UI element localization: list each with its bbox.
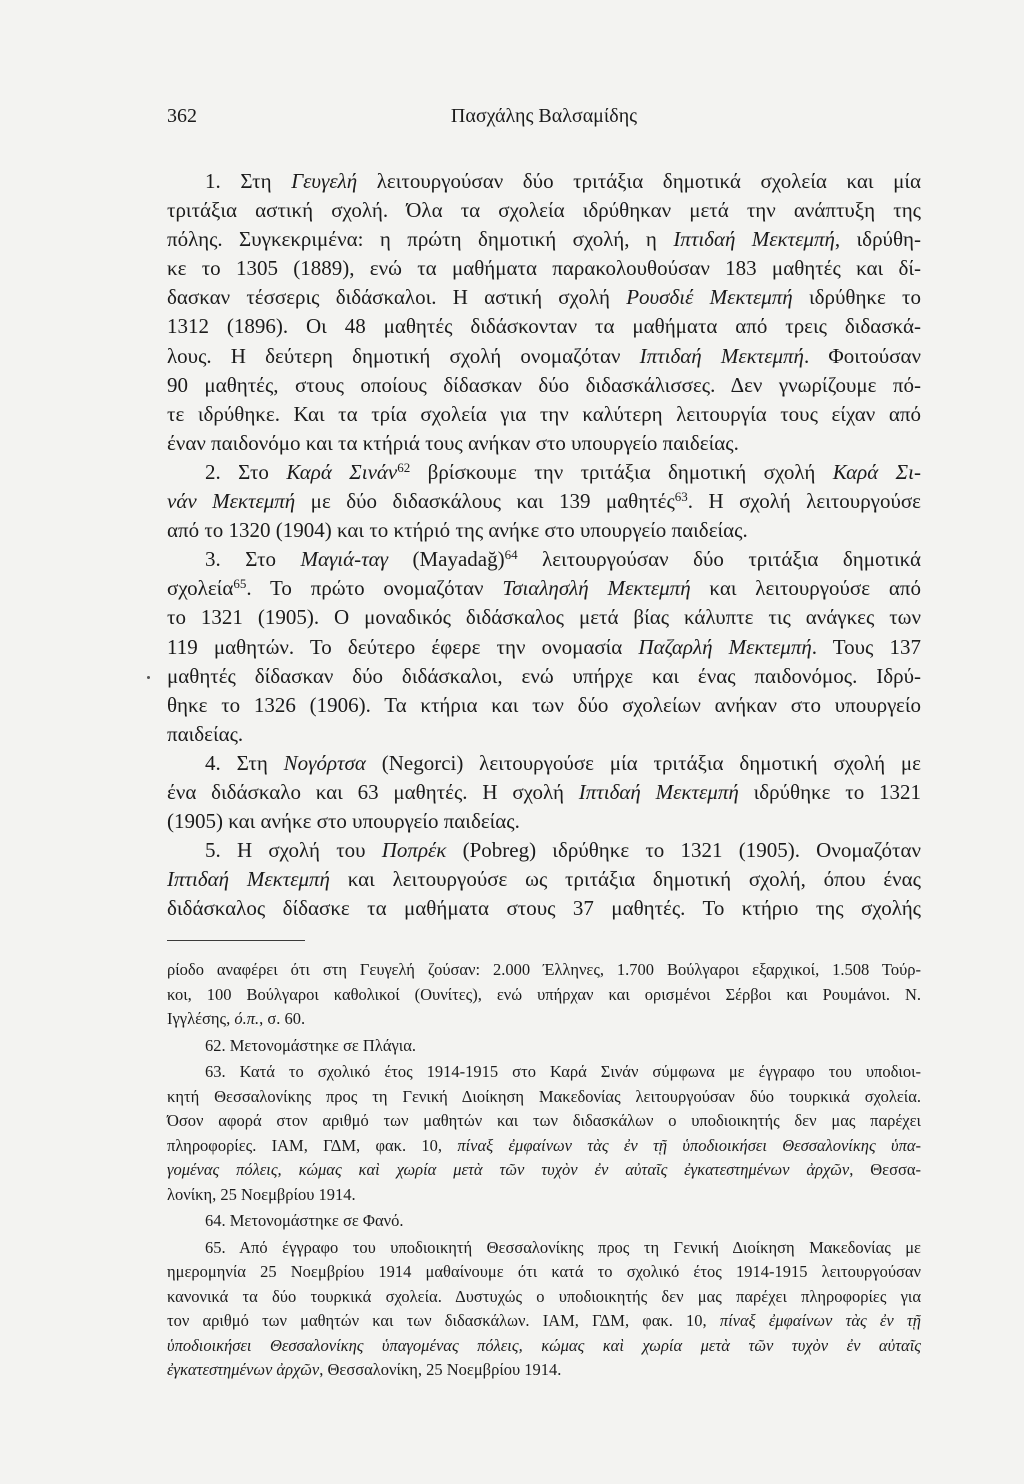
italic-text: Ιπτιδαή Μεκτεμπή: [578, 779, 739, 804]
text-line: [167, 836, 921, 865]
text-run: 119 μαθητών. Το δεύτερο έφερε την ονομασία: [167, 634, 639, 659]
italic-text: Νογόρτσα: [283, 750, 366, 775]
text-line: [167, 720, 921, 749]
text-run: λειτουργούσαν δύο τριτάξια δημοτικά σχολεία και μία: [357, 169, 921, 193]
italic-text: Ιπτιδαή Μεκτεμπή: [167, 867, 330, 892]
footnote-marker: 62: [397, 459, 411, 475]
text-run: λους. Η δεύτερη δημοτική σχολή ονομαζόταν: [167, 343, 640, 368]
paragraph: [167, 749, 921, 836]
text-run: από το 1320 (1904) και το κτήριό της ανήκε στο υπουργείο παιδείας.: [167, 518, 748, 543]
scan-speck: [147, 676, 150, 679]
text-run: το 1321 (1905). Ο μοναδικός διδάσκαλος μετά βίας κάλυπτε τις ανάγκες των: [167, 605, 921, 630]
text-run: κητή Θεσσαλονίκης προς τη Γενική Διοίκηση Μακεδονίας λειτουργούσαν δύο τουρκικά σχολεία.: [167, 1086, 921, 1106]
text-run: , Θεσσαλονίκη, 25 Νοεμβρίου 1914.: [319, 1360, 562, 1379]
text-run: 62. Μετονομάστηκε σε Πλάγια.: [205, 1035, 416, 1055]
text-run: έναν παιδονόμο και τα κτήριά τους ανήκαν στο υπουργείο παιδείας.: [167, 430, 739, 455]
footnote-line: [167, 1358, 921, 1383]
text-line: [167, 371, 921, 400]
text-run: σχολεία: [167, 576, 234, 601]
paragraph: [167, 167, 921, 458]
footnote-line: [167, 1085, 921, 1110]
text-line: [167, 633, 921, 662]
text-run: (Mayadağ): [387, 547, 505, 572]
footnote-line: [167, 1158, 921, 1183]
text-run: μαθητές δίδασκαν δύο διδάσκαλοι, ενώ υπήρχε και ένας παιδονόμος. Ιδρύ-: [167, 663, 921, 688]
footnote-line: [167, 1007, 921, 1032]
text-run: (Negorci) λειτουργούσε μία τριτάξια δημοτική σχολή με: [365, 750, 921, 775]
text-line: [167, 574, 921, 603]
text-line: [167, 807, 921, 836]
text-run: , Θεσσα-: [849, 1160, 921, 1179]
italic-text: πίναξ ἐμφαίνων τὰς ἐν τῇ: [719, 1311, 921, 1330]
footnote-marker: 63: [674, 488, 688, 504]
text-run: . Τους 137: [811, 634, 921, 659]
footnotes: [167, 958, 921, 1383]
running-title: Πασχάλης Βαλσαμίδης: [450, 105, 638, 127]
text-run: κε το 1305 (1889), ενώ τα μαθήματα παρακολουθούσαν 183 μαθητές και δί-: [167, 256, 921, 281]
italic-text: Ιπτιδαή Μεκτεμπή: [639, 343, 804, 368]
footnote-line: [167, 1236, 921, 1261]
text-line: [167, 167, 921, 196]
footnote: [167, 1236, 921, 1383]
text-run: ιδρύθηκε το: [792, 285, 921, 310]
text-run: 1312 (1896). Οι 48 μαθητές διδάσκονταν τα μαθήματα από τρεις διδασκά-: [167, 314, 921, 339]
footnote-line: [167, 1109, 921, 1134]
text-run: ρίοδο αναφέρει ότι στη Γευγελή ζούσαν: 2.000 Έλληνες, 1.700 Βούλγαροι εξαρχικοί, 1.508 Τούρ-: [167, 960, 921, 979]
text-run: . Φοιτούσαν: [803, 343, 922, 368]
italic-text: ὑποδιοικήσει Θεσσαλονίκης ὑπαγομένας πόλεις, κώμας καὶ χωρία μετὰ τῶν τυχὸν ἐν αὐταῖς: [167, 1335, 921, 1355]
text-run: 2. Στο: [205, 459, 287, 484]
text-line: [167, 429, 921, 458]
footnote: [167, 1060, 921, 1207]
text-line: [167, 603, 921, 632]
text-run: πόλης. Συγκεκριμένα: η πρώτη δημοτική σχολή, η: [167, 227, 674, 252]
paragraph: [167, 458, 921, 545]
italic-text: Γευγελή: [291, 169, 358, 193]
footnote-line: [167, 1060, 921, 1085]
italic-text: Καρά Σι-: [832, 459, 921, 484]
text-run: . Η σχολή λειτουργούσε: [687, 489, 921, 514]
text-line: [167, 865, 921, 894]
text-run: , σ. 60.: [259, 1009, 306, 1028]
text-run: και λειτουργούσε από: [690, 576, 921, 601]
text-run: ιδρύθηκε το 1321: [738, 779, 921, 804]
italic-text: ό.π.: [234, 1009, 260, 1028]
text-run: (Pobreg) ιδρύθηκε το 1321 (1905). Ονομαζόταν: [446, 838, 921, 863]
text-line: [167, 691, 921, 720]
footnote-line: [167, 1334, 921, 1359]
text-run: τον αριθμό των μαθητών και των διδασκάλων. ΙΑΜ, ΓΔΜ, φακ. 10,: [167, 1311, 720, 1330]
text-run: και λειτουργούσε ως τριτάξια δημοτική σχολή, όπου ένας: [329, 867, 922, 892]
footnote-marker: 65: [233, 576, 247, 592]
italic-text: γομένας πόλεις, κώμας καὶ χωρία μετὰ τῶν τυχὸν ἐν αὐταῖς ἐγκατεστημένων ἀρχῶν: [167, 1160, 850, 1179]
text-run: κοι, 100 Βούλγαροι καθολικοί (Ουνίτες), ενώ υπήρχαν και ορισμένοι Σέρβοι και Ρουμάνοι. Ν.: [167, 984, 921, 1004]
text-run: 90 μαθητές, στους οποίους δίδασκαν δύο διδασκάλισσες. Δεν γνωρίζουμε πό-: [167, 372, 921, 397]
text-line: [167, 342, 921, 371]
text-run: ημερομηνία 25 Νοεμβρίου 1914 μαθαίνουμε ότι κατά το σχολικό έτος 1914-1915 λειτουργούσαν: [167, 1262, 921, 1281]
footnote-line: [167, 1260, 921, 1285]
text-run: τριτάξια αστική σχολή. Όλα τα σχολεία ιδρύθηκαν μετά την ανάπτυξη της: [167, 198, 921, 223]
italic-text: ἐγκατεστημένων ἀρχῶν: [167, 1360, 320, 1379]
text-run: λειτουργούσαν δύο τριτάξια δημοτικά: [517, 547, 921, 572]
text-run: 4. Στη: [205, 750, 284, 775]
footnote-line: [167, 1183, 921, 1208]
text-line: [167, 400, 921, 429]
text-run: ένα διδάσκαλο και 63 μαθητές. Η σχολή: [167, 779, 579, 804]
text-run: δασκαν τέσσερις διδάσκαλοι. Η αστική σχολή: [167, 285, 627, 310]
text-run: 65. Από έγγραφο του υποδιοικητή Θεσσαλονίκης προς τη Γενική Διοίκηση Μακεδονίας με: [205, 1237, 921, 1257]
text-line: [167, 283, 921, 312]
italic-text: Μαγιά-ταγ: [300, 547, 388, 572]
text-line: [167, 894, 921, 923]
text-line: [167, 749, 921, 778]
italic-text: νάν Μεκτεμπή: [167, 489, 296, 514]
italic-text: πίναξ ἐμφαίνων τὰς ἐν τῇ ὑποδιοικήσει Θεσσαλονίκης ὑπα-: [457, 1135, 921, 1155]
text-run: 1. Στη: [205, 169, 292, 193]
footnote: [167, 958, 921, 1032]
text-run: τε ιδρύθηκε. Και τα τρία σχολεία για την καλύτερη λειτουργία τους είχαν από: [167, 401, 921, 426]
footnote-line: [167, 1309, 921, 1334]
italic-text: Καρά Σινάν: [286, 459, 398, 484]
footnote-separator: [167, 940, 305, 941]
footnote-line: [167, 1285, 921, 1310]
text-run: πληροφορίες. ΙΑΜ, ΓΔΜ, φακ. 10,: [167, 1135, 458, 1155]
text-line: [167, 545, 921, 574]
text-line: [167, 516, 921, 545]
text-run: , ιδρύθη-: [834, 227, 921, 252]
italic-text: Ρουσδιέ Μεκτεμπή: [626, 285, 793, 310]
text-run: 5. Η σχολή του: [205, 838, 382, 863]
footnote-line: [167, 1209, 921, 1234]
text-run: 3. Στο: [205, 547, 301, 572]
text-run: Όσον αφορά στον αριθμό των μαθητών και των διδασκάλων ο υποδιοικητής δεν μας παρέχει: [167, 1111, 921, 1130]
running-header: [167, 104, 921, 128]
text-run: 63. Κατά το σχολικό έτος 1914-1915 στο Καρά Σινάν σύμφωνα με έγγραφο του υποδιοι-: [205, 1062, 921, 1081]
text-run: βρίσκουμε την τριτάξια δημοτική σχολή: [410, 459, 833, 484]
text-run: θηκε το 1326 (1906). Τα κτήρια και των δύο σχολείων ανήκαν στο υπουργείο: [167, 692, 921, 717]
text-run: με δύο διδασκάλους και 139 μαθητές: [295, 489, 675, 514]
paragraph: [167, 836, 921, 923]
italic-text: Τσιαλησλή Μεκτεμπή: [502, 576, 691, 601]
italic-text: Παζαρλή Μεκτεμπή: [638, 634, 812, 659]
footnote-line: [167, 1034, 921, 1059]
footnote-line: [167, 983, 921, 1008]
italic-text: Ιπτιδαή Μεκτεμπή: [673, 227, 835, 252]
footnote-line: [167, 1134, 921, 1159]
main-text: [167, 167, 921, 923]
text-run: παιδείας.: [167, 721, 244, 746]
text-line: [167, 225, 921, 254]
italic-text: Ποπρέκ: [381, 838, 447, 863]
footnote: [167, 1209, 921, 1234]
text-line: [167, 196, 921, 225]
text-run: 64. Μετονομάστηκε σε Φανό.: [205, 1211, 404, 1230]
text-run: . Το πρώτο ονομαζόταν: [246, 576, 503, 601]
footnote-marker: 64: [504, 547, 518, 563]
text-run: διδάσκαλος δίδασκε τα μαθήματα στους 37 μαθητές. Το κτήριο της σχολής: [167, 896, 921, 921]
text-line: [167, 458, 921, 487]
text-line: [167, 312, 921, 341]
text-run: Ιγγλέσης,: [167, 1009, 235, 1028]
text-line: [167, 778, 921, 807]
text-line: [167, 254, 921, 283]
footnote: [167, 1034, 921, 1059]
page-number: 362: [167, 105, 197, 127]
text-run: (1905) και ανήκε στο υπουργείο παιδείας.: [167, 809, 520, 834]
footnote-line: [167, 958, 921, 983]
text-line: [167, 487, 921, 516]
text-run: κανονικά τα δύο τουρκικά σχολεία. Δυστυχώς ο υποδιοικητής δεν μας παρέχει πληροφορίες για: [167, 1286, 921, 1306]
text-line: [167, 662, 921, 691]
paragraph: [167, 545, 921, 749]
text-run: λονίκη, 25 Νοεμβρίου 1914.: [167, 1184, 356, 1204]
